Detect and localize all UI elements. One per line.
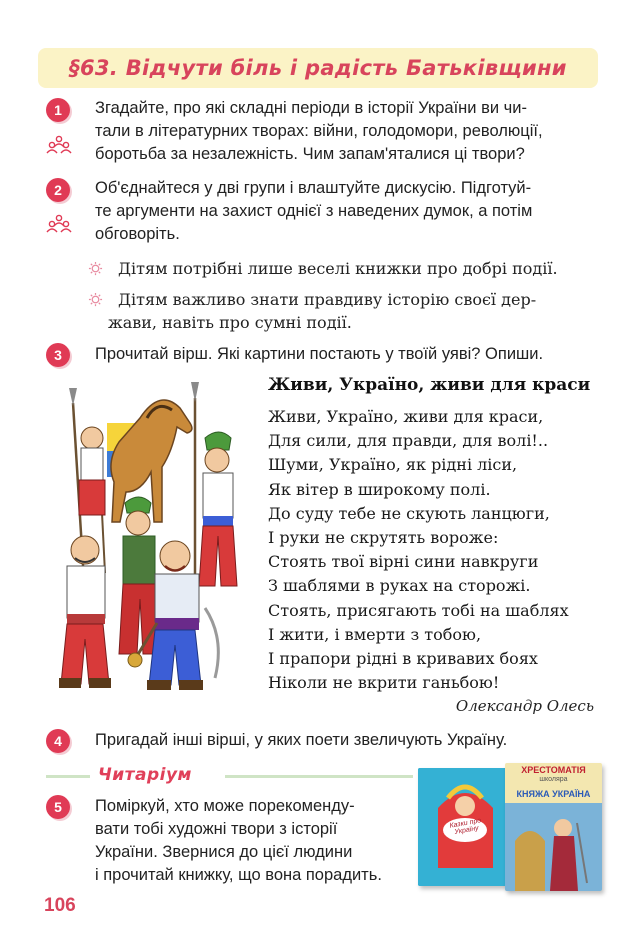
task-5-text <box>95 795 382 887</box>
text-line: Дітям потрібні лише веселі книжки про добрі події. <box>118 259 558 278</box>
text-line: Об'єднайтеся у дві групи і влаштуйте дискусію. Підготуй- <box>95 179 532 197</box>
chytarium-divider-right <box>225 775 413 778</box>
task-number-3: 3 <box>46 343 70 367</box>
task-4-text <box>95 729 507 752</box>
poem-line: Стоять, присягають тобі на шаблях <box>268 600 569 620</box>
poem-line: Живи, Україно, живи для краси, <box>268 407 544 426</box>
text-line: Пригадай інші вірші, у яких поети звеличують Україну. <box>95 731 508 749</box>
poem-line: Шуми, Україно, як рідні ліси, <box>268 455 518 475</box>
poem-line: Як вітер в широкому полі. <box>268 479 491 499</box>
poem-line: З шаблями в руках на сторожі. <box>268 576 531 596</box>
section-title-band <box>38 48 598 88</box>
text-line: обговоріть. <box>95 225 180 243</box>
task-2-text <box>95 177 532 246</box>
poem-body <box>268 405 569 695</box>
book-cover-art <box>505 803 602 891</box>
text-line: і прочитай книжку, що вона порадить. <box>95 866 382 884</box>
chytarium-divider-left <box>46 775 90 778</box>
book-cover-tales <box>418 768 513 886</box>
poem-line: До суду тебе не скують ланцюги, <box>268 503 550 523</box>
poem-title: Живи, Україно, живи для краси <box>268 375 591 395</box>
task-number-1: 1 <box>46 98 70 122</box>
text-line: Прочитай вірш. Які картини постають у твоїй уяві? Опиши. <box>95 345 544 363</box>
book-title: КНЯЖА УКРАЇНА <box>516 789 591 799</box>
text-line: Дітям важливо знати правдиву історію своєї дер- <box>118 290 537 309</box>
poem-line: І жити, і вмерти з тобою, <box>268 624 482 644</box>
task-number-4: 4 <box>46 729 70 753</box>
section-title: §63. Відчути біль і радість Батьківщини <box>69 56 567 80</box>
poem-line: І руки не скрутять вороже: <box>268 528 499 548</box>
book-subtitle: школяра <box>539 776 568 783</box>
text-line: України. Звернися до цієї людини <box>95 843 353 861</box>
text-line: тали в літературних творах: війни, голодомори, революції, <box>95 122 543 140</box>
task-number-5: 5 <box>46 795 70 819</box>
task-3-text <box>95 343 543 366</box>
poem-line: Стоять твої вірні сини навкруги <box>268 552 539 572</box>
poem-line: Для сили, для правди, для волі!.. <box>268 431 549 451</box>
opinion-item-1 <box>90 257 558 280</box>
chytarium-heading: Читаріум <box>98 765 192 785</box>
text-line: жави, навіть про сумні події. <box>108 313 352 332</box>
task-number-2: 2 <box>46 178 70 202</box>
text-line: Згадайте, про які складні періоди в історії України ви чи- <box>95 99 527 117</box>
book-title: Казки про Україну <box>449 817 482 837</box>
book-series: ХРЕСТОМАТІЯ <box>521 765 586 775</box>
task-1-text <box>95 97 543 166</box>
group-work-icon <box>46 135 72 155</box>
poem-line: І прапори рідні в кривавих боях <box>268 649 538 669</box>
group-work-icon <box>46 214 72 234</box>
opinion-item-2 <box>90 288 536 334</box>
text-line: те аргументи на захист однієї з наведених думок, а потім <box>95 202 533 220</box>
page-number: 106 <box>44 895 76 916</box>
book-cover-chrestomathy <box>505 763 602 891</box>
sun-bullet-icon <box>88 261 103 276</box>
text-line: боротьба за незалежність. Чим запам'яталися ці твори? <box>95 145 525 163</box>
poem-line: Ніколи не вкрити ганьбою! <box>268 673 500 693</box>
text-line: Поміркуй, хто може порекоменду- <box>95 797 355 815</box>
cossacks-illustration <box>45 378 260 700</box>
poem-author: Олександр Олесь <box>455 697 594 715</box>
text-line: вати тобі художні твори з історії <box>95 820 338 838</box>
sun-bullet-icon <box>88 292 103 307</box>
